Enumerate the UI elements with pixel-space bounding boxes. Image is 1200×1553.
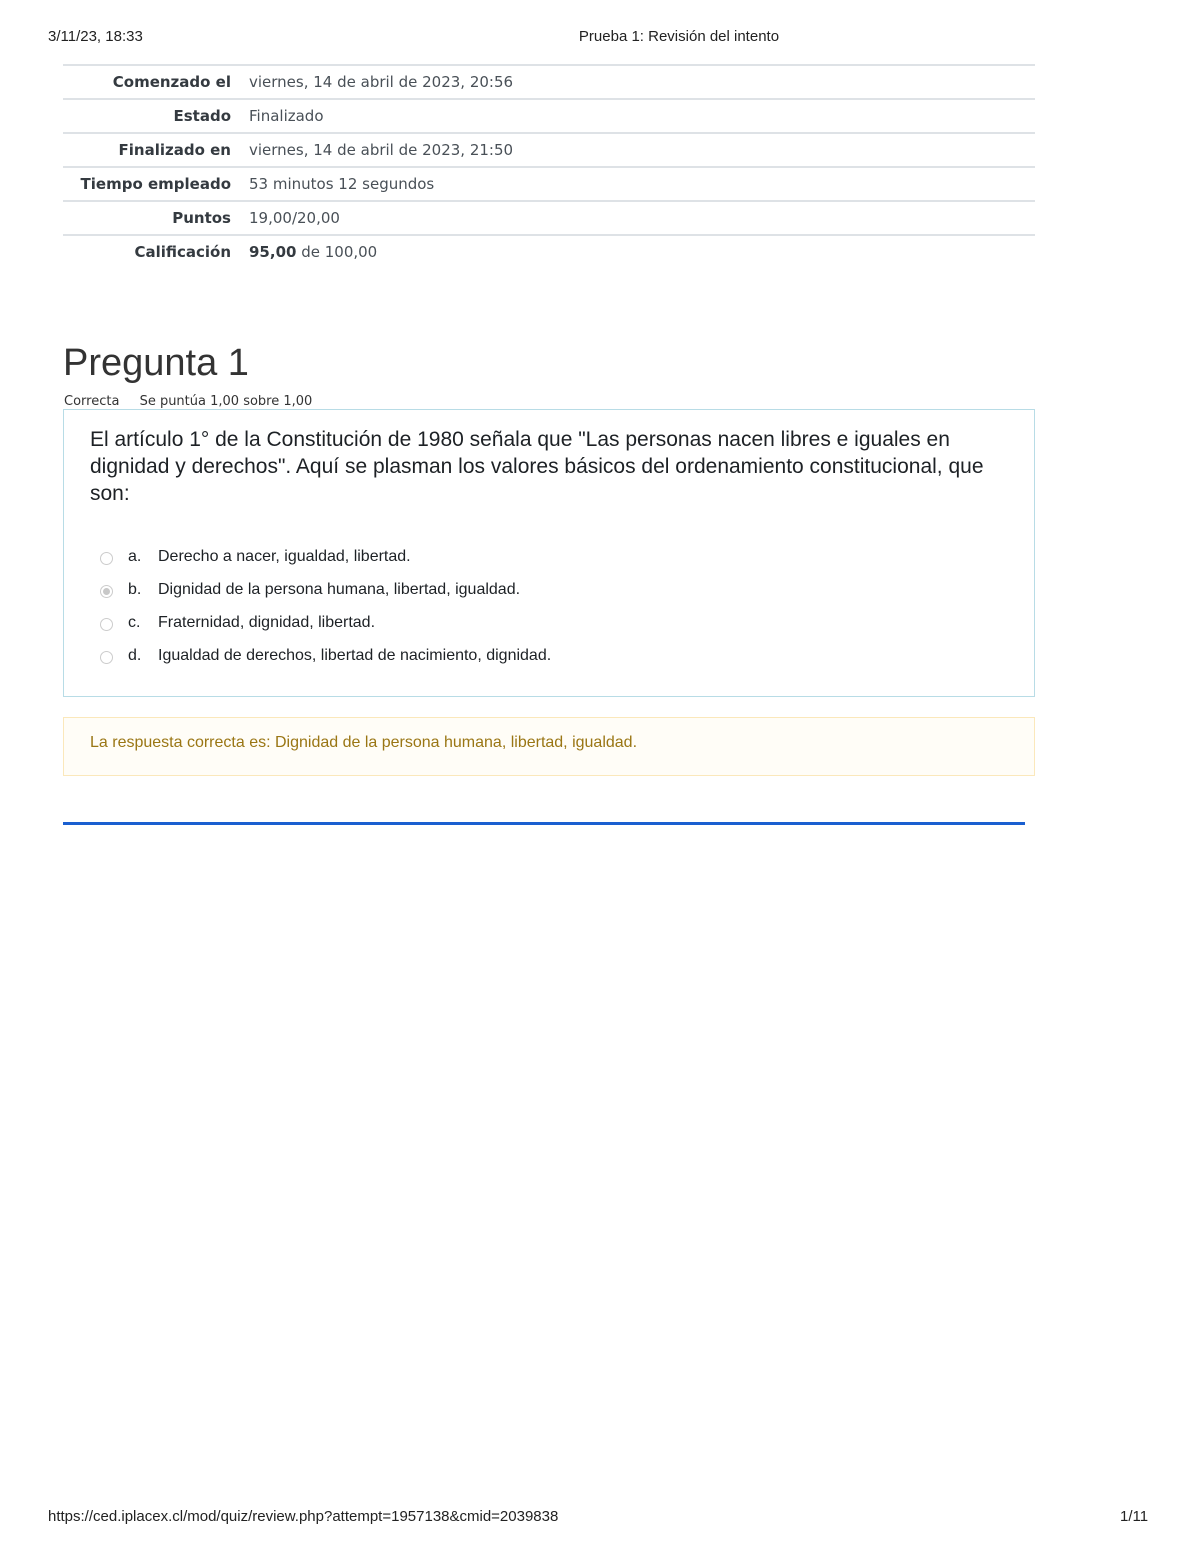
summary-label: Puntos <box>63 201 249 235</box>
summary-value: 19,00/20,00 <box>249 201 1035 235</box>
radio-button[interactable] <box>100 552 113 565</box>
print-header <box>0 28 1200 48</box>
answer-text: Derecho a nacer, igualdad, libertad. <box>158 548 411 565</box>
summary-value: viernes, 14 de abril de 2023, 21:50 <box>249 133 1035 167</box>
answer-text: Fraternidad, dignidad, libertad. <box>158 614 376 631</box>
correct-answer-feedback: La respuesta correcta es: Dignidad de la persona humana, libertad, igualdad. <box>90 734 638 751</box>
answer-option-d[interactable] <box>100 643 980 676</box>
answer-letter: b. <box>128 581 142 598</box>
print-page-number: 1/11 <box>1120 1508 1149 1525</box>
summary-row-finished <box>63 133 1035 167</box>
summary-label: Comenzado el <box>63 65 249 99</box>
answer-option-a[interactable] <box>100 544 980 577</box>
attempt-summary-table <box>63 64 1035 268</box>
answer-option-c[interactable] <box>100 610 980 643</box>
print-page-title: Prueba 1: Revisión del intento <box>578 28 780 45</box>
answer-letter: d. <box>128 647 142 664</box>
summary-value: viernes, 14 de abril de 2023, 20:56 <box>249 65 1035 99</box>
summary-row-state <box>63 99 1035 133</box>
answer-letter: a. <box>128 548 142 565</box>
grade-score: 95,00 <box>249 243 297 261</box>
summary-row-time-taken <box>63 167 1035 201</box>
question-info <box>64 394 328 409</box>
question-divider <box>63 822 1025 825</box>
summary-label: Estado <box>63 99 249 133</box>
summary-value <box>249 235 1035 268</box>
question-text: El artículo 1° de la Constitución de 1980 señala que "Las personas nacen libres e iguales en dignidad y derechos". Aquí se plasman los valores básicos del ordenamiento constitucional, que son: <box>90 428 984 505</box>
grade-max: de 100,00 <box>296 243 378 261</box>
answer-text: Igualdad de derechos, libertad de nacimiento, dignidad. <box>158 647 552 664</box>
summary-value: Finalizado <box>249 99 1035 133</box>
radio-button-selected[interactable] <box>100 585 113 598</box>
summary-value: 53 minutos 12 segundos <box>249 167 1035 201</box>
radio-button[interactable] <box>100 651 113 664</box>
answer-list <box>100 544 980 676</box>
question-status: Correcta <box>64 394 120 409</box>
print-date: 3/11/23, 18:33 <box>48 28 143 45</box>
feedback-box <box>63 717 1035 776</box>
summary-label: Tiempo empleado <box>63 167 249 201</box>
summary-label: Finalizado en <box>63 133 249 167</box>
summary-row-grade <box>63 235 1035 268</box>
print-url: https://ced.iplacex.cl/mod/quiz/review.php?attempt=1957138&cmid=2039838 <box>48 1508 559 1525</box>
question-title: Pregunta 1 <box>63 342 249 384</box>
summary-row-started <box>63 65 1035 99</box>
summary-label: Calificación <box>63 235 249 268</box>
radio-button[interactable] <box>100 618 113 631</box>
answer-letter: c. <box>128 614 141 631</box>
question-box <box>63 409 1035 697</box>
answer-option-b[interactable] <box>100 577 980 610</box>
summary-row-points <box>63 201 1035 235</box>
question-grade: Se puntúa 1,00 sobre 1,00 <box>139 394 313 409</box>
answer-text: Dignidad de la persona humana, libertad, igualdad. <box>158 581 521 598</box>
